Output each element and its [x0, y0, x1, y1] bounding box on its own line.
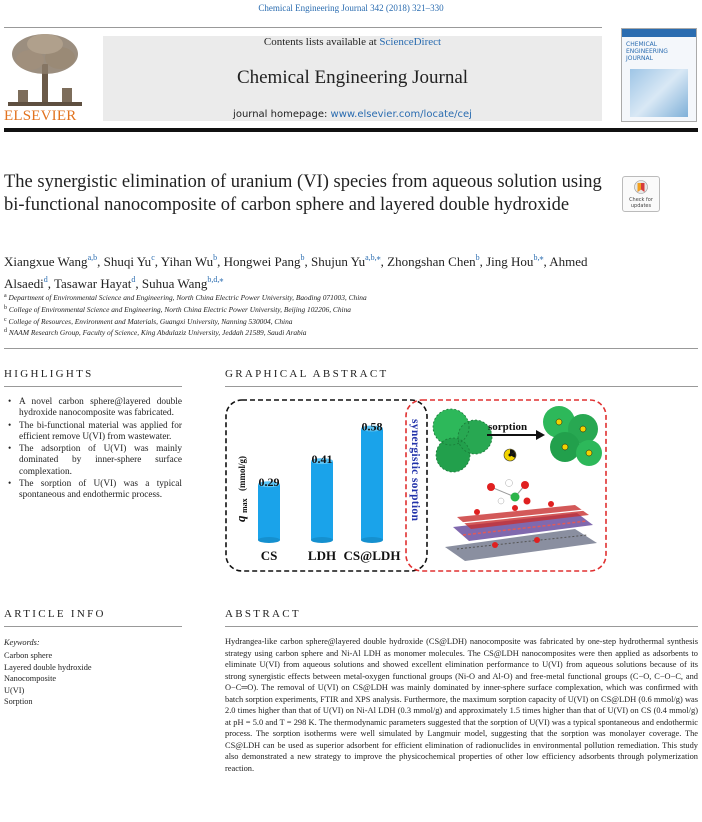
affiliation: $^c$ College of Resources, Environment and Materials, Guangxi University, Nanning 530004, China: [4, 317, 293, 326]
highlights-heading: HIGHLIGHTS: [4, 368, 94, 380]
bar-base: [258, 537, 280, 543]
cover-title: CHEMICAL ENGINEERING JOURNAL: [626, 41, 668, 62]
author[interactable]: Zhongshan Chen$^b$: [387, 253, 480, 269]
keyword[interactable]: Sorption: [4, 697, 33, 706]
article-title: The synergistic elimination of uranium (VI) species from aqueous solution using bi-functional nanocomposite of carbon sphere and layered double hydroxide: [4, 172, 602, 215]
bar-cs-ldh: [361, 428, 383, 540]
graphical-abstract-svg: [225, 397, 610, 574]
elsevier-tree-icon: [4, 30, 86, 108]
sorption-arrow-icon: [487, 421, 545, 440]
bar-ldh: [311, 461, 333, 540]
svg-text:(mmol/g): (mmol/g): [237, 456, 247, 491]
homepage-prefix: journal homepage:: [233, 109, 331, 120]
svg-text:max: max: [240, 498, 249, 513]
check-for-updates-label: Check for updates: [629, 197, 653, 209]
header-divider: [4, 128, 698, 132]
author[interactable]: Suhua Wang$^{b,d,⁎}$: [141, 275, 224, 291]
graphical-abstract-figure[interactable]: [225, 397, 610, 574]
author[interactable]: Shujun $Yu^{a,b,⁎}$: [311, 253, 381, 269]
affiliation: $^b$ College of Environmental Science and Engineering, North China Electric Power University, Beijing 102206, China: [4, 305, 351, 314]
bookmark-icon: [633, 180, 649, 197]
keyword[interactable]: U(VI): [4, 685, 25, 695]
abstract-heading: ABSTRACT: [225, 608, 301, 620]
author[interactable]: Yihan Wu$^b$: [160, 253, 218, 269]
journal-name: Chemical Engineering Journal: [236, 67, 469, 88]
keyword[interactable]: Nanocomposite: [4, 674, 57, 683]
affiliation: $^d$ NAAM Research Group, Faculty of Science, King Abdulaziz University, Jeddah 21589, Saudi Arabia: [4, 328, 307, 337]
sciencedirect-link[interactable]: ScienceDirect: [379, 36, 442, 48]
homepage-link[interactable]: www.elsevier.com/locate/cej: [330, 109, 472, 120]
category-label: LDH: [307, 548, 337, 563]
journal-cover-image[interactable]: [621, 28, 697, 122]
y-axis-label: [233, 456, 249, 522]
highlight-item: • A novel carbon sphere@layered double hydroxide nanocomposite was fabricated.: [8, 397, 182, 419]
author[interactable]: Ahmed Alsaedi$^d$: [4, 254, 588, 291]
cover-artwork: [630, 69, 688, 117]
author-list: Xiangxue Wang$^{a,b}$, Shuqi Yu$^c$, Yihan Wu$^b$, Hongwei Pang$^b$, Shujun $Yu^{a,b,⁎}$, Zhongshan Chen$^b$, Jing Hou$^{b,⁎}$, Ahmed Alsaedi$^d$, Tasawar Hayat$^d$, Suhua Wang$^{b,d,⁎}$: [4, 253, 588, 291]
category-label: CS@LDH: [343, 548, 401, 563]
journal-citation[interactable]: Chemical Engineering Journal 342 (2018) 321–330: [258, 3, 444, 13]
bar-group: [258, 419, 400, 563]
bar-base: [311, 537, 333, 543]
highlights-rule: [4, 386, 182, 387]
highlight-item: • The adsorption of U(VI) was mainly dominated by inner-sphere surface complexation.: [8, 444, 182, 477]
author[interactable]: Xiangxue Wang$^{a,b}$: [4, 253, 98, 269]
keyword[interactable]: Carbon sphere: [4, 651, 53, 660]
article-info-rule: [4, 626, 182, 627]
author[interactable]: Tasawar Hayat$^d$: [53, 275, 136, 291]
bar-value-label: 0.41: [311, 452, 333, 467]
bar-value-label: 0.58: [361, 419, 383, 434]
abstract-rule: [225, 626, 698, 627]
keywords-label: Keywords:: [4, 638, 40, 647]
bar-value-label: 0.29: [258, 475, 280, 490]
highlights-list: [8, 397, 182, 503]
check-for-updates-button[interactable]: [622, 176, 660, 212]
contents-prefix: Contents lists available at: [263, 36, 380, 48]
radiation-icon: [504, 449, 517, 461]
cover-top-band: [622, 29, 696, 37]
affiliation: $^a$ Department of Environmental Science and Engineering, North China Electric Power University, Baoding 071003, China: [4, 293, 367, 302]
ldh-layer-structure: [445, 501, 597, 561]
contents-line: [103, 36, 602, 48]
svg-text:sorption: sorption: [488, 421, 528, 433]
highlight-item: • The bi-functional material was applied for efficient remove U(VI) from wastewater.: [8, 420, 182, 442]
author[interactable]: Jing Hou$^{b,⁎}$: [486, 253, 544, 269]
article-info-heading: ARTICLE INFO: [4, 608, 106, 620]
keyword[interactable]: Layered double hydroxide: [4, 662, 92, 672]
highlight-item: • The sorption of U(VI) was a typical spontaneous and endothermic process.: [8, 479, 182, 501]
affiliation-divider: [4, 348, 698, 349]
homepage-line: [103, 109, 602, 120]
cs-ldh-spheres-before: [433, 409, 492, 472]
category-label: CS: [260, 548, 278, 563]
publisher-name[interactable]: ELSEVIER: [4, 108, 77, 124]
keywords-list: [4, 650, 92, 708]
graphical-abstract-rule: [225, 386, 698, 387]
abstract-text: Hydrangea-like carbon sphere@layered double hydroxide (CS@LDH) nanocomposite was fabricated by one-step hydrothermal synthesis strategy using carbon sphere and Ni-Al LDH as monomer molecules. The CS@LDH nanocomposites were then applied as adsorbents to eliminate U(VI) from aqueous solutions and showed excellent elimination performance to U(VI) from aqueous solutions because of its strong synergistic effects between metal-oxygen functional groups (Ni-O and Al-O) and free-metal functional groups (C−O, C−O−C, and O−C═O). The removal of U(VI) on CS@LDH was mainly dominated by inner-sphere surface complexation, which was confirmed with batch sorption experiments, FTIR and XPS analysis. Furthermore, the maximum sorption capacity of U(VI) on CS@LDH (0.6 mmol/g) was 2.0 times higher than that of U(VI) on Ni-Al LDH (0.3 mmol/g) and approximately 1.5 times higher than that of U(VI) on CS (0.4 mmol/g) at pH = 5.0 and T = 298 K. The thermodynamic parameters suggested that the sorption of U(VI) was a typical spontaneous and endothermic process. The sorption isotherms were well simulated by Langmuir model, suggesting that the sorption was monolayer coverage. The CS@LDH can be used as superior adsorbent for efficient elimination of radionuclides in environmental pollution remediation. This study also demonstrated a new strategy to improve the physicochemical properties of other low efficiency adsorbents through polymerization reaction.: [225, 637, 698, 774]
side-label: synergistic sorption: [409, 419, 421, 522]
author[interactable]: Shuqi Yu$^c$: [103, 253, 155, 269]
bar-cs: [258, 484, 280, 540]
bar-base: [361, 537, 383, 543]
svg-text:q: q: [233, 515, 248, 522]
uranyl-molecule-icon: [487, 480, 531, 505]
graphical-abstract-heading: GRAPHICAL ABSTRACT: [225, 368, 389, 380]
author[interactable]: Hongwei Pang$^b$: [223, 253, 305, 269]
header-top-rule: [4, 27, 602, 28]
cs-ldh-spheres-after: [543, 406, 602, 466]
